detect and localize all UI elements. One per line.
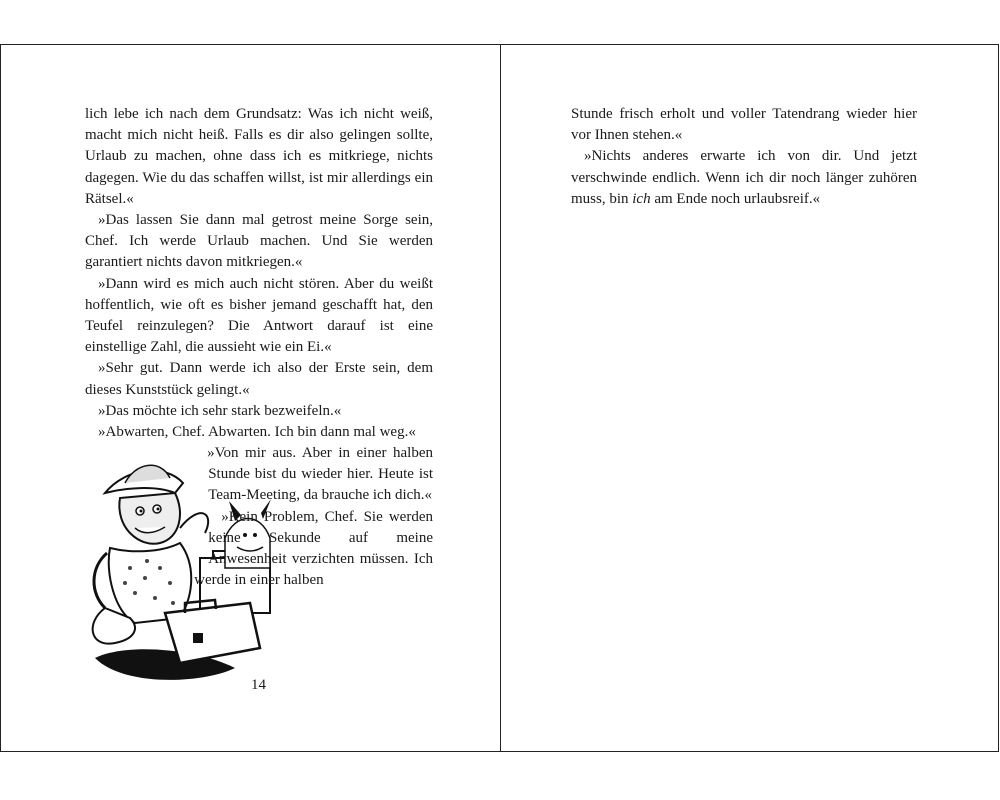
- right-page-text: [571, 104, 917, 210]
- left-page: [1, 45, 501, 751]
- paragraph: Stunde frisch erholt und voller Tatendrang wieder hier vor Ihnen stehen.«: [571, 106, 917, 144]
- paragraph: [571, 146, 917, 210]
- paragraph: lich lebe ich nach dem Grundsatz: Was ich nicht weiß, macht mich nicht heiß. Falls es dir also gelingen sollte, Urlaub zu machen, ohne dass ich es mitkriege, nichts dagegen. Wie du das schaffen willst, ist mir allerdings ein Rätsel.«: [85, 106, 433, 207]
- paragraph: »Dann wird es mich auch nicht stören. Aber du weißt hoffentlich, wie oft es bisher jemand geschafft hat, den Teufel reinzulegen? Die Antwort darauf ist eine einstellige Zahl, die aussieht wie ein Ei.«: [85, 275, 433, 356]
- paragraph: »Das möchte ich sehr stark bezweifeln.«: [98, 402, 342, 419]
- paragraph: »Kein Problem, Chef. Sie werden keine Sekunde auf meine Anwesenheit verzichten müssen. Ich werde in einer halben: [194, 508, 433, 589]
- paragraph-text: »Nichts anderes erwarte ich von dir. Und jetzt verschwinde endlich. Wenn ich dir noch länger zuhören muss, bin: [571, 148, 917, 207]
- paragraph: »Sehr gut. Dann werde ich also der Erste sein, dem dieses Kunststück gelingt.«: [85, 360, 433, 398]
- wrapped-text-column: [85, 443, 433, 685]
- paragraph: »Von mir aus. Aber in einer halben Stunde bist du wieder hier. Heute ist Team-Meeting, da brauche ich dich.«: [207, 445, 433, 504]
- paragraph-text-tail: am Ende noch urlaubsreif.«: [650, 190, 821, 207]
- emphasis-text: ich: [632, 190, 651, 207]
- page-gutter: [500, 44, 501, 752]
- page-number: 14: [251, 677, 266, 693]
- paragraph: »Das lassen Sie dann mal getrost meine Sorge sein, Chef. Ich werde Urlaub machen. Und Sie werden garantiert nichts davon mitkriegen.«: [85, 212, 433, 271]
- right-page: [502, 45, 1000, 751]
- left-page-text: [85, 104, 433, 443]
- paragraph: »Abwarten, Chef. Abwarten. Ich bin dann mal weg.«: [98, 424, 416, 441]
